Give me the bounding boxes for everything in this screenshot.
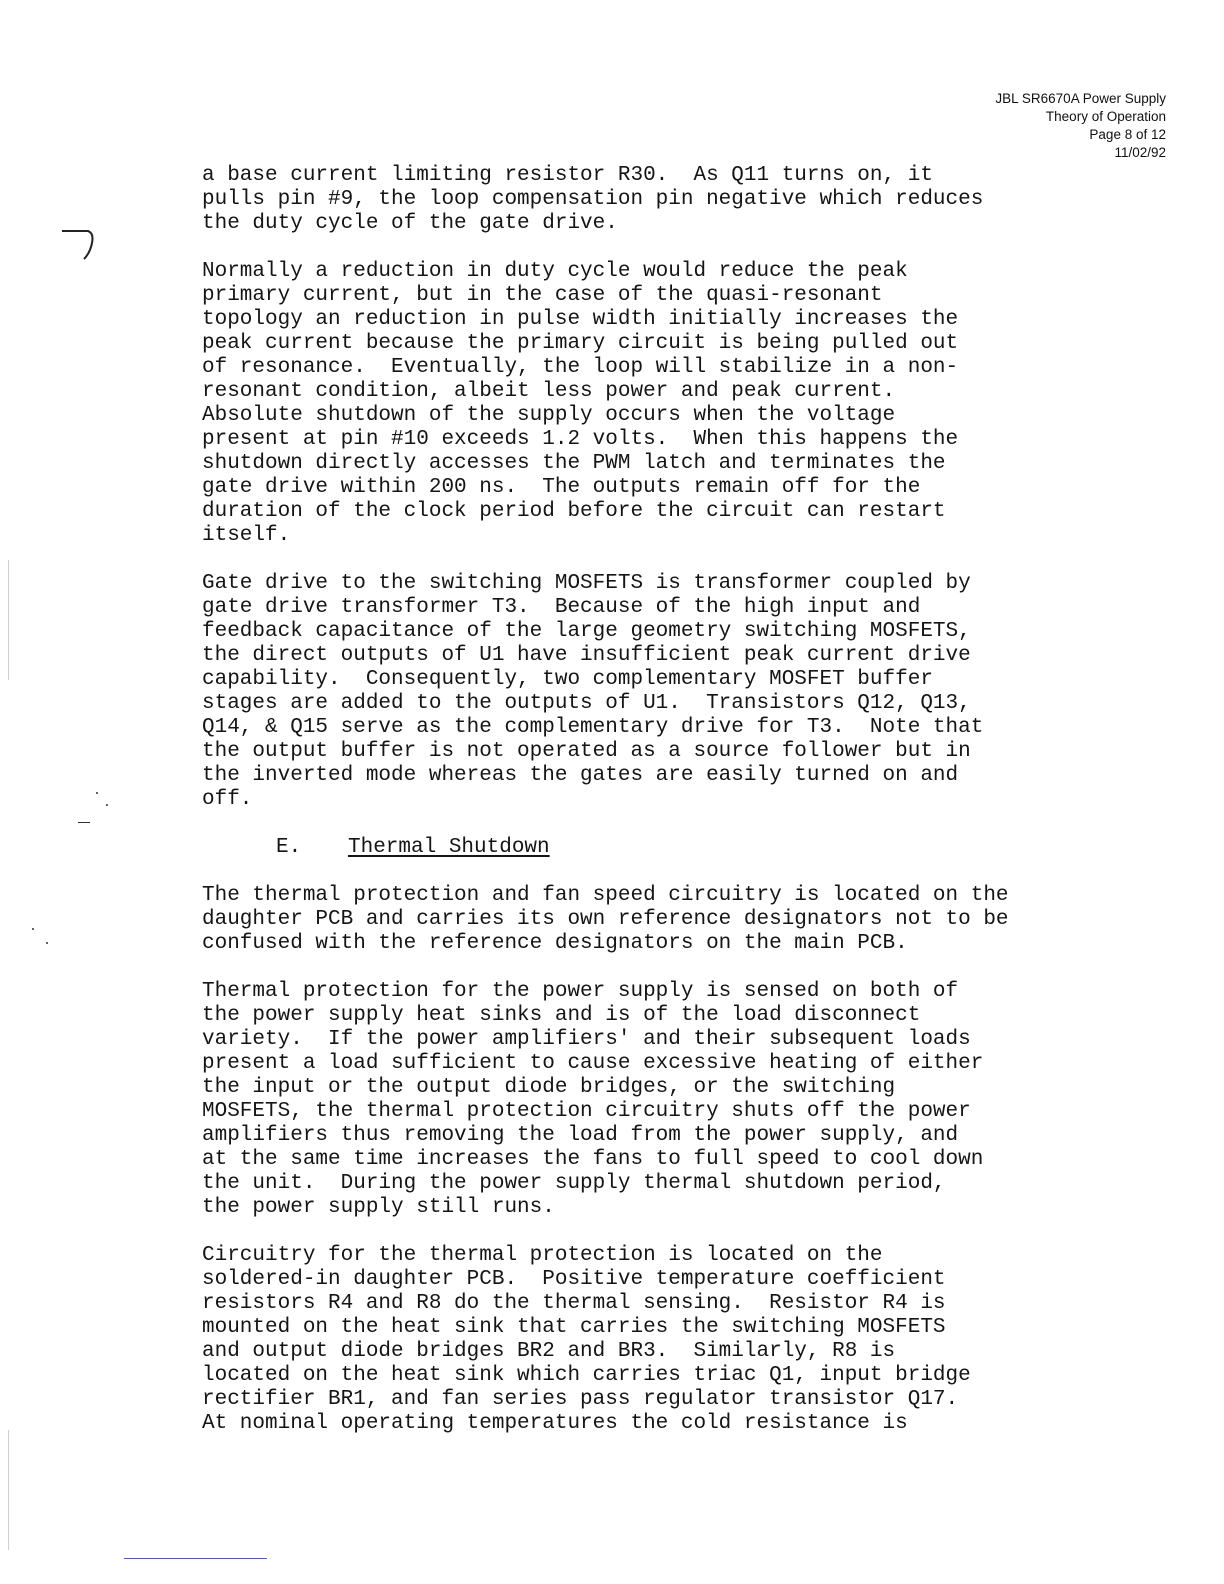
text-line: of resonance. Eventually, the loop will stabilize in a non- <box>202 356 959 379</box>
text-line: located on the heat sink which carries triac Q1, input bridge <box>202 1364 971 1387</box>
margin-hook-mark <box>60 225 100 265</box>
text-line: Q14, & Q15 serve as the complementary drive for T3. Note that <box>202 716 984 739</box>
page-header <box>995 90 1166 162</box>
paragraph-1 <box>202 164 1142 236</box>
text-line: gate drive transformer T3. Because of the high input and <box>202 596 921 619</box>
text-line: Circuitry for the thermal protection is located on the <box>202 1244 883 1267</box>
text-line: primary current, but in the case of the quasi-resonant <box>202 284 883 307</box>
text-line: the inverted mode whereas the gates are easily turned on and <box>202 764 959 787</box>
text-line: the power supply still runs. <box>202 1196 555 1219</box>
text-line: peak current because the primary circuit is being pulled out <box>202 332 959 355</box>
text-line: the duty cycle of the gate drive. <box>202 212 618 235</box>
text-line: amplifiers thus removing the load from the power supply, and <box>202 1124 959 1147</box>
paragraph-4 <box>202 884 1142 956</box>
text-line: gate drive within 200 ns. The outputs remain off for the <box>202 476 921 499</box>
margin-dot <box>46 942 48 944</box>
text-line: capability. Consequently, two complementary MOSFET buffer <box>202 668 933 691</box>
text-line: the direct outputs of U1 have insufficient peak current drive <box>202 644 971 667</box>
text-line: variety. If the power amplifiers' and their subsequent loads <box>202 1028 971 1051</box>
text-line: MOSFETS, the thermal protection circuitry shuts off the power <box>202 1100 971 1123</box>
scan-edge-line <box>8 1430 9 1550</box>
text-line: pulls pin #9, the loop compensation pin negative which reduces <box>202 188 984 211</box>
text-line: present a load sufficient to cause excessive heating of either <box>202 1052 984 1075</box>
text-line: resonant condition, albeit less power and peak current. <box>202 380 896 403</box>
text-line: the unit. During the power supply thermal shutdown period, <box>202 1172 946 1195</box>
text-line: mounted on the heat sink that carries the switching MOSFETS <box>202 1316 946 1339</box>
section-heading <box>276 836 1142 860</box>
text-line: shutdown directly accesses the PWM latch and terminates the <box>202 452 946 475</box>
text-line: itself. <box>202 524 291 547</box>
text-line: present at pin #10 exceeds 1.2 volts. When this happens the <box>202 428 959 451</box>
text-line: the input or the output diode bridges, or the switching <box>202 1076 896 1099</box>
text-line: confused with the reference designators on the main PCB. <box>202 932 908 955</box>
text-line: Gate drive to the switching MOSFETS is transformer coupled by <box>202 572 971 595</box>
text-line: soldered-in daughter PCB. Positive temperature coefficient <box>202 1268 946 1291</box>
text-line: stages are added to the outputs of U1. Transistors Q12, Q13, <box>202 692 971 715</box>
header-date: 11/02/92 <box>1114 145 1166 160</box>
paragraph-2 <box>202 260 1142 548</box>
paragraph-6 <box>202 1244 1142 1436</box>
margin-dot <box>32 928 34 930</box>
text-line: the power supply heat sinks and is of the load disconnect <box>202 1004 921 1027</box>
margin-dot <box>106 804 108 806</box>
text-line: feedback capacitance of the large geometry switching MOSFETS, <box>202 620 971 643</box>
text-line: duration of the clock period before the circuit can restart <box>202 500 946 523</box>
header-subtitle: Theory of Operation <box>1045 109 1166 124</box>
text-line: topology an reduction in pulse width initially increases the <box>202 308 959 331</box>
text-line: rectifier BR1, and fan series pass regulator transistor Q17. <box>202 1388 959 1411</box>
section-title: Thermal Shutdown <box>348 836 550 859</box>
footnote-rule <box>124 1558 267 1559</box>
text-line: daughter PCB and carries its own reference designators not to be <box>202 908 1009 931</box>
margin-dash <box>78 822 90 823</box>
text-line: at the same time increases the fans to full speed to cool down <box>202 1148 984 1171</box>
paragraph-5 <box>202 980 1142 1220</box>
text-line: a base current limiting resistor R30. As Q11 turns on, it <box>202 164 933 187</box>
text-line: the output buffer is not operated as a source follower but in <box>202 740 971 763</box>
text-line: At nominal operating temperatures the cold resistance is <box>202 1412 908 1435</box>
document-body <box>202 164 1142 1460</box>
text-line: Absolute shutdown of the supply occurs when the voltage <box>202 404 896 427</box>
header-page-number: Page 8 of 12 <box>1089 127 1166 142</box>
text-line: and output diode bridges BR2 and BR3. Similarly, R8 is <box>202 1340 896 1363</box>
text-line: The thermal protection and fan speed circuitry is located on the <box>202 884 1009 907</box>
scan-edge-line <box>8 560 9 680</box>
margin-dot <box>96 792 98 794</box>
text-line: off. <box>202 788 253 811</box>
text-line: Normally a reduction in duty cycle would reduce the peak <box>202 260 908 283</box>
header-doc-title: JBL SR6670A Power Supply <box>995 91 1166 106</box>
text-line: Thermal protection for the power supply is sensed on both of <box>202 980 959 1003</box>
text-line: resistors R4 and R8 do the thermal sensing. Resistor R4 is <box>202 1292 946 1315</box>
section-letter: E. <box>276 836 302 859</box>
paragraph-3 <box>202 572 1142 812</box>
